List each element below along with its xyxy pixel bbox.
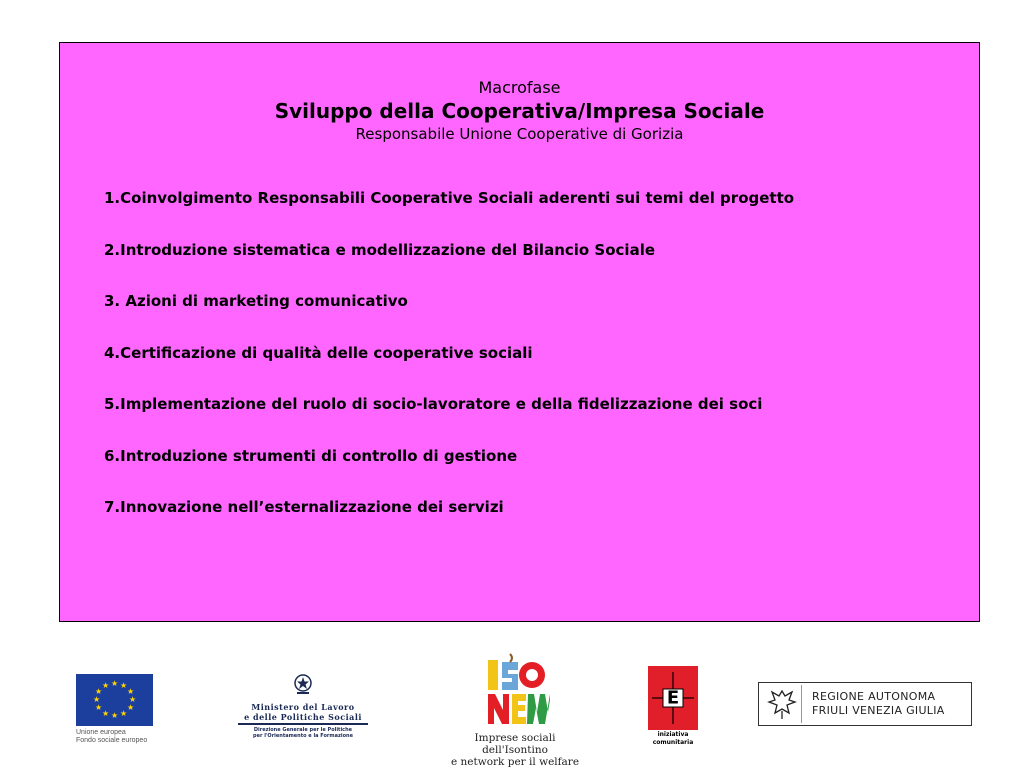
isonew-logo [440, 652, 590, 768]
italian-emblem-icon [292, 672, 314, 696]
list-item: 2.Introduzione sistematica e modellizzazione del Bilancio Sociale [104, 240, 656, 259]
eu-logo [76, 674, 156, 745]
equal-logo [646, 666, 700, 746]
isonew-caption-1: Imprese sociali dell'Isontino [474, 732, 556, 756]
equal-caption-1: iniziativa [657, 731, 689, 738]
ministero-sub-1: Direzione Generale per le Politiche [253, 727, 353, 733]
equal-letter: E [666, 687, 680, 709]
list-item: 6.Introduzione strumenti di controllo di gestione [104, 446, 518, 465]
eagle-icon [763, 685, 802, 723]
slide-title: Sviluppo della Cooperativa/Impresa Sociale [274, 99, 765, 123]
ministero-sub-2: per l'Orientamento e la Formazione [253, 733, 353, 739]
ministero-logo [238, 672, 368, 739]
list-item: 5.Implementazione del ruolo di socio-lavoratore e della fidelizzazione dei soci [104, 395, 763, 413]
equal-caption-2: comunitaria [652, 739, 694, 746]
eu-flag-icon: ★ ★ ★ ★ ★ ★ ★ ★ ★ ★ ★ ★ [76, 674, 153, 726]
phase-list [104, 189, 794, 550]
macrofase-label: Macrofase [478, 78, 561, 97]
equal-icon [648, 666, 698, 730]
responsabile-label: Responsabile Unione Cooperative di Gorizia [355, 125, 684, 143]
list-item: 4.Certificazione di qualità delle cooperative sociali [104, 343, 533, 362]
isonew-caption-2: e network per il welfare [450, 756, 580, 768]
list-item: 7.Innovazione nell’esternalizzazione dei servizi [104, 498, 504, 516]
eu-caption-1: Unione europea [76, 729, 126, 736]
regione-name-2: FRIULI VENEZIA GIULIA [812, 704, 945, 717]
slide-header [60, 78, 979, 144]
ministero-name-1: Ministero del Lavoro [251, 702, 355, 712]
logo-strip [0, 640, 1024, 768]
ministero-rule [238, 723, 368, 725]
content-panel [59, 42, 980, 622]
eu-caption-2: Fondo sociale europeo [76, 737, 148, 744]
list-item: 3. Azioni di marketing comunicativo [104, 292, 408, 310]
ministero-name-2: e delle Politiche Sociali [244, 712, 362, 722]
regione-logo [758, 682, 972, 726]
regione-name-1: REGIONE AUTONOMA [812, 690, 936, 703]
iso-new-icon [480, 652, 550, 728]
list-item: 1.Coinvolgimento Responsabili Cooperative Sociali aderenti sui temi del progetto [104, 189, 795, 207]
